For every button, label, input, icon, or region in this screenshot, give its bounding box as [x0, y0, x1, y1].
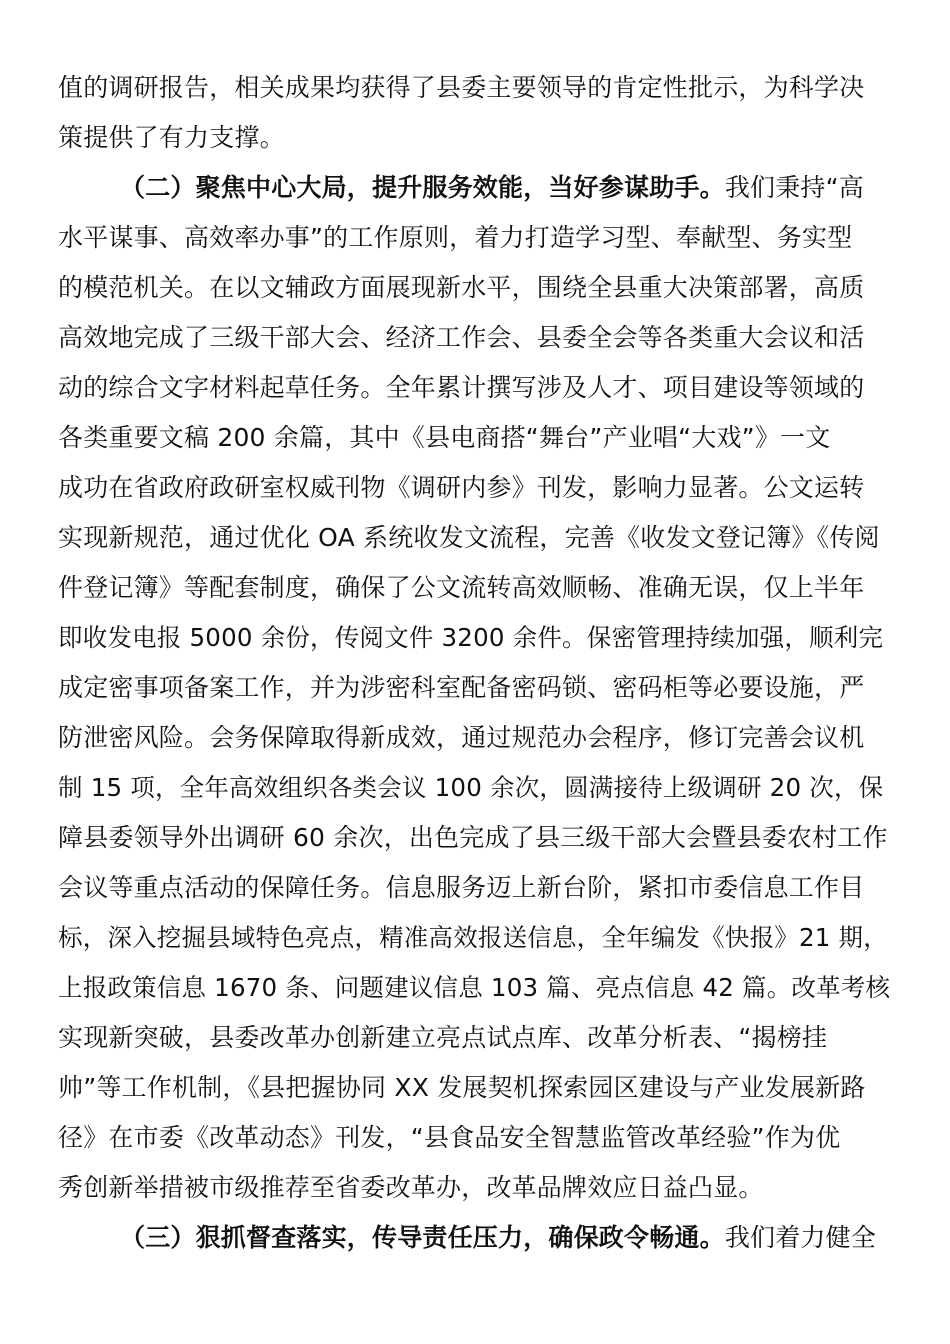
text-fragment: 我们秉持“高: [724, 173, 864, 202]
section-heading: （三）狠抓督查落实，传导责任压力，确保政令畅通。: [120, 1223, 725, 1252]
text-line: 值的调研报告，相关成果均获得了县委主要领导的肯定性批示，为科学决: [58, 73, 865, 102]
text-line: 帅”等工作机制，《县把握协同 XX 发展契机探索园区建设与产业发展新路: [58, 1073, 866, 1102]
text-line: 实现新规范，通过优化 OA 系统收发文流程，完善《收发文登记簿》《传阅: [58, 523, 880, 552]
text-line: 障县委领导外出调研 60 余次，出色完成了县三级干部大会暨县委农村工作: [58, 823, 888, 852]
text-fragment: 我们着力健全: [724, 1223, 877, 1252]
text-line: 成定密事项备案工作，并为涉密科室配备密码锁、密码柜等必要设施，严: [58, 673, 865, 702]
paragraph-start: [120, 172, 898, 204]
text-line: 制 15 项，全年高效组织各类会议 100 余次，圆满接待上级调研 20 次，保: [58, 773, 884, 802]
text-line: 水平谋事、高效率办事”的工作原则，着力打造学习型、奉献型、务实型: [58, 223, 853, 252]
text-line: 即收发电报 5000 余份，传阅文件 3200 余件。保密管理持续加强，顺利完: [58, 623, 884, 652]
text-line: 件登记簿》等配套制度，确保了公文流转高效顺畅、准确无误，仅上半年: [58, 573, 865, 602]
text-line: 动的综合文字材料起草任务。全年累计撰写涉及人才、项目建设等领域的: [58, 373, 865, 402]
text-line: 径》在市委《改革动态》刊发，“县食品安全智慧监管改革经验”作为优: [58, 1123, 841, 1152]
text-line: 会议等重点活动的保障任务。信息服务迈上新台阶，紧扣市委信息工作目: [58, 873, 865, 902]
text-line: 上报政策信息 1670 条、问题建议信息 103 篇、亮点信息 42 篇。改革考核: [58, 973, 891, 1002]
text-line: 高效地完成了三级干部大会、经济工作会、县委全会等各类重大会议和活: [58, 323, 865, 352]
text-line: 的模范机关。在以文辅政方面展现新水平，围绕全县重大决策部署，高质: [58, 273, 865, 302]
text-line: 标，深入挖掘县域特色亮点，精准高效报送信息，全年编发《快报》21 期，: [58, 923, 888, 952]
text-line: 策提供了有力支撑。: [58, 123, 285, 152]
text-line: 成功在省政府政研室权威刊物《调研内参》刊发，影响力显著。公文运转: [58, 473, 865, 502]
text-line: 秀创新举措被市级推荐至省委改革办，改革品牌效应日益凸显。: [58, 1173, 764, 1202]
text-line: 各类重要文稿 200 余篇，其中《县电商搭“舞台”产业唱“大戏”》一文: [58, 423, 831, 452]
section-heading: （二）聚焦中心大局，提升服务效能，当好参谋助手。: [120, 173, 725, 202]
paragraph-start: [120, 1222, 898, 1254]
text-line: 实现新突破，县委改革办创新建立亮点试点库、改革分析表、“揭榜挂: [58, 1023, 828, 1052]
text-line: 防泄密风险。会务保障取得新成效，通过规范办会程序，修订完善会议机: [58, 723, 865, 752]
